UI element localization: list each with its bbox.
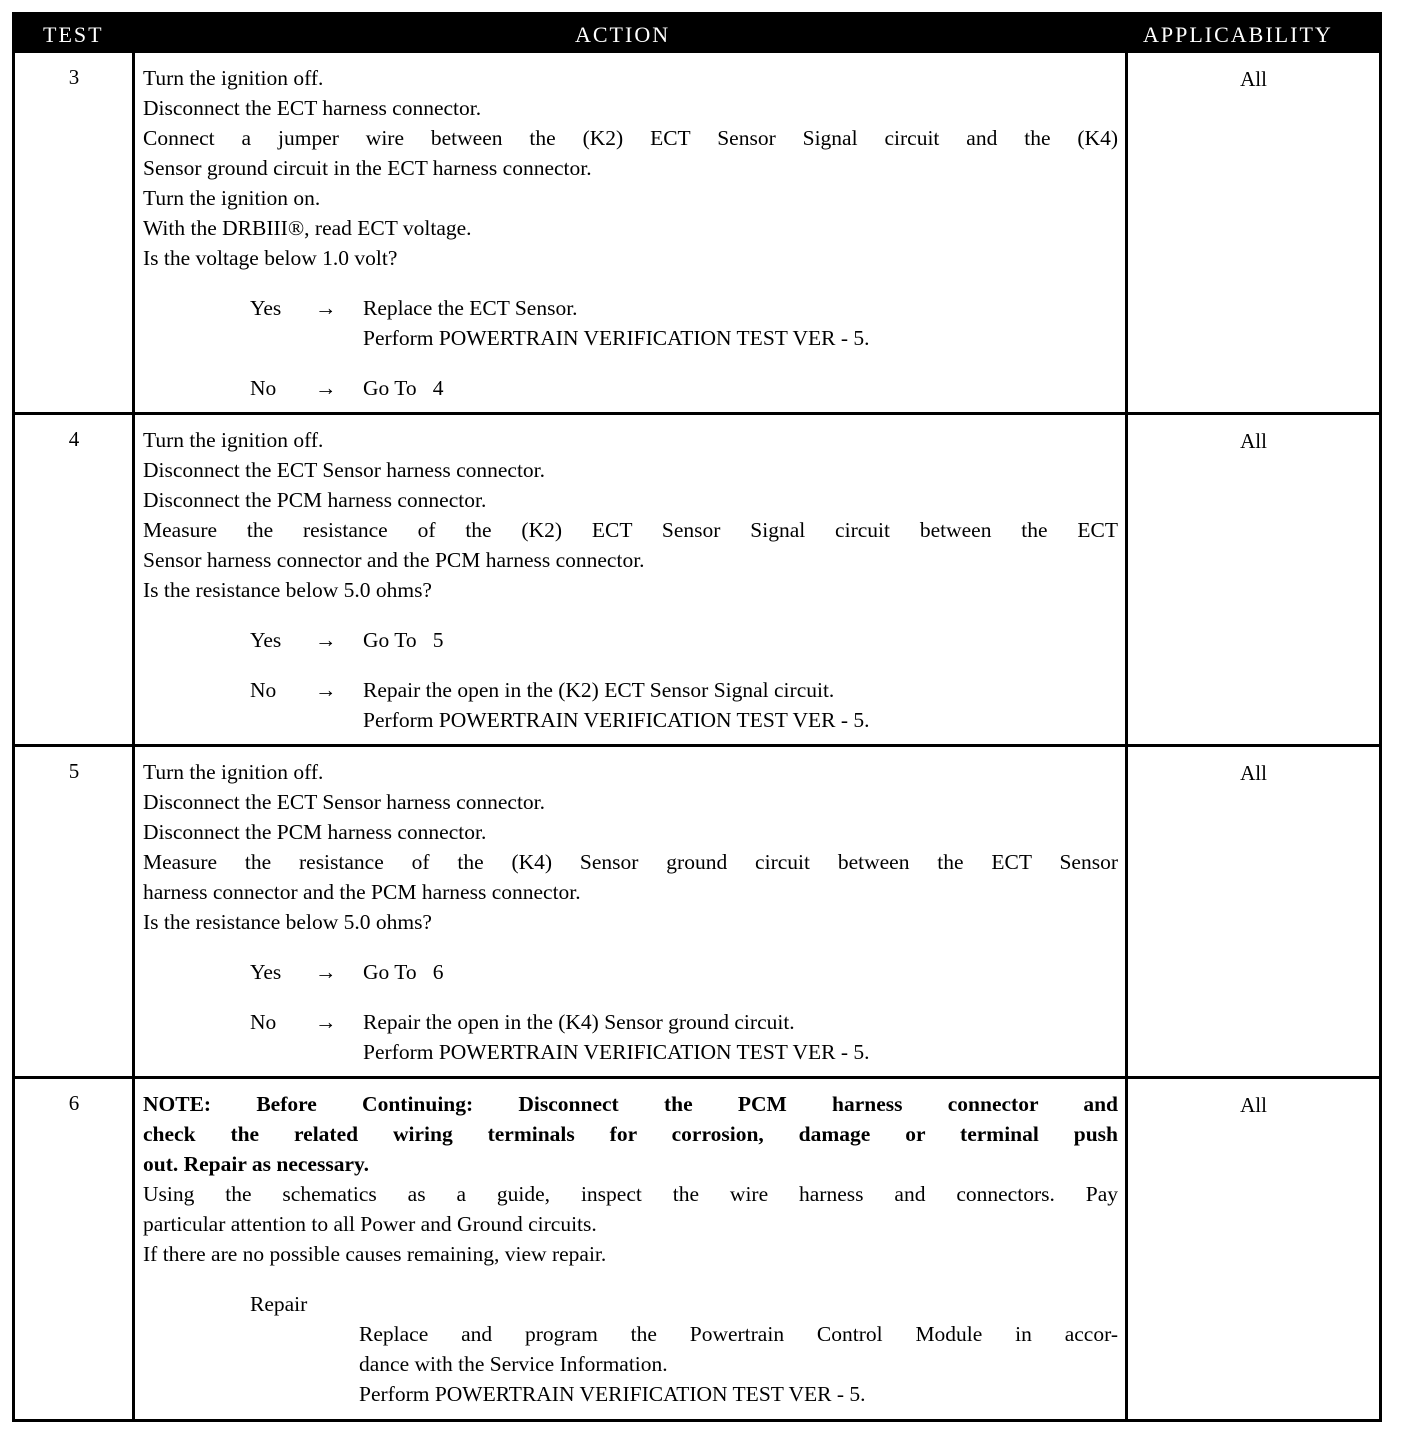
action-line: Turn the ignition on. bbox=[143, 186, 321, 210]
no-result: Repair the open in the (K2) ECT Sensor Signal circuit. bbox=[363, 678, 835, 702]
no-result: Perform POWERTRAIN VERIFICATION TEST VER - 5. bbox=[363, 708, 870, 732]
arrow-right-icon: → bbox=[315, 960, 337, 984]
repair-line: dance with the Service Information. bbox=[359, 1352, 668, 1376]
no-option bbox=[143, 1007, 1118, 1037]
arrow-right-icon: → bbox=[315, 376, 337, 400]
action-line: Turn the ignition off. bbox=[143, 66, 324, 90]
action-cell bbox=[143, 757, 1118, 1067]
no-option bbox=[143, 675, 1118, 705]
applicability-value: All bbox=[1240, 761, 1267, 785]
action-line: Disconnect the ECT Sensor harness connector. bbox=[143, 458, 546, 482]
yes-label: Yes bbox=[250, 960, 282, 984]
action-cell bbox=[143, 1089, 1118, 1409]
action-line: Measure the resistance of the (K2) ECT Sensor Signal circuit between the ECT bbox=[143, 518, 1118, 542]
header-action: ACTION bbox=[575, 22, 671, 47]
note-line: check the related wiring terminals for corrosion, damage or terminal push bbox=[143, 1122, 1118, 1146]
yes-result: Replace the ECT Sensor. bbox=[363, 296, 578, 320]
column-divider bbox=[1125, 53, 1128, 1419]
note-line: NOTE: Before Continuing: Disconnect the PCM harness connector and bbox=[143, 1092, 1118, 1116]
arrow-right-icon: → bbox=[315, 296, 337, 320]
note-line: out. Repair as necessary. bbox=[143, 1152, 369, 1176]
action-line: Disconnect the ECT Sensor harness connector. bbox=[143, 790, 546, 814]
test-number: 5 bbox=[68, 759, 80, 783]
yes-option bbox=[143, 957, 1118, 987]
no-option bbox=[143, 373, 1118, 403]
action-line: Turn the ignition off. bbox=[143, 760, 324, 784]
action-line: With the DRBIII®, read ECT voltage. bbox=[143, 216, 472, 240]
yes-label: Yes bbox=[250, 296, 282, 320]
test-number: 4 bbox=[68, 427, 80, 451]
repair-label: Repair bbox=[250, 1292, 308, 1316]
yes-label: Yes bbox=[250, 628, 282, 652]
no-result: Go To 4 bbox=[363, 376, 444, 400]
no-label: No bbox=[250, 678, 277, 702]
action-line: Sensor harness connector and the PCM harness connector. bbox=[143, 548, 645, 572]
no-result: Perform POWERTRAIN VERIFICATION TEST VER - 5. bbox=[363, 1040, 870, 1064]
diagnostic-table bbox=[12, 12, 1382, 1422]
test-number: 6 bbox=[68, 1091, 80, 1115]
action-line: If there are no possible causes remaining, view repair. bbox=[143, 1242, 607, 1266]
action-line: Disconnect the ECT harness connector. bbox=[143, 96, 482, 120]
column-divider bbox=[132, 53, 135, 1419]
action-line: Is the resistance below 5.0 ohms? bbox=[143, 910, 432, 934]
row-divider bbox=[15, 1076, 1379, 1079]
action-line: Disconnect the PCM harness connector. bbox=[143, 820, 487, 844]
repair-line: Perform POWERTRAIN VERIFICATION TEST VER - 5. bbox=[359, 1382, 866, 1406]
row-divider bbox=[15, 412, 1379, 415]
no-option-cont bbox=[143, 1037, 1118, 1067]
yes-result: Go To 6 bbox=[363, 960, 444, 984]
action-cell bbox=[143, 425, 1118, 735]
action-line: Is the voltage below 1.0 volt? bbox=[143, 246, 398, 270]
yes-result: Go To 5 bbox=[363, 628, 444, 652]
test-number: 3 bbox=[68, 65, 80, 89]
applicability-value: All bbox=[1240, 67, 1267, 91]
yes-result: Perform POWERTRAIN VERIFICATION TEST VER - 5. bbox=[363, 326, 870, 350]
action-line: harness connector and the PCM harness connector. bbox=[143, 880, 581, 904]
header-applicability: APPLICABILITY bbox=[1143, 22, 1333, 47]
yes-option bbox=[143, 625, 1118, 655]
repair-line: Replace and program the Powertrain Control Module in accor- bbox=[359, 1322, 1118, 1346]
applicability-value: All bbox=[1240, 1093, 1267, 1117]
arrow-right-icon: → bbox=[315, 678, 337, 702]
action-line: Connect a jumper wire between the (K2) ECT Sensor Signal circuit and the (K4) bbox=[143, 126, 1118, 150]
arrow-right-icon: → bbox=[315, 628, 337, 652]
no-label: No bbox=[250, 376, 277, 400]
yes-option bbox=[143, 293, 1118, 323]
action-cell bbox=[143, 63, 1118, 403]
applicability-value: All bbox=[1240, 429, 1267, 453]
action-line: Turn the ignition off. bbox=[143, 428, 324, 452]
header-test: TEST bbox=[43, 22, 104, 47]
action-line: Measure the resistance of the (K4) Sensor ground circuit between the ECT Sensor bbox=[143, 850, 1118, 874]
row-divider bbox=[15, 744, 1379, 747]
no-option-cont bbox=[143, 705, 1118, 735]
action-line: particular attention to all Power and Ground circuits. bbox=[143, 1212, 597, 1236]
table-header bbox=[15, 15, 1379, 53]
yes-option-cont bbox=[143, 323, 1118, 353]
no-result: Repair the open in the (K4) Sensor ground circuit. bbox=[363, 1010, 795, 1034]
action-line: Is the resistance below 5.0 ohms? bbox=[143, 578, 432, 602]
no-label: No bbox=[250, 1010, 277, 1034]
action-line: Disconnect the PCM harness connector. bbox=[143, 488, 487, 512]
arrow-right-icon: → bbox=[315, 1010, 337, 1034]
action-line: Using the schematics as a guide, inspect the wire harness and connectors. Pay bbox=[143, 1182, 1118, 1206]
action-line: Sensor ground circuit in the ECT harness connector. bbox=[143, 156, 592, 180]
